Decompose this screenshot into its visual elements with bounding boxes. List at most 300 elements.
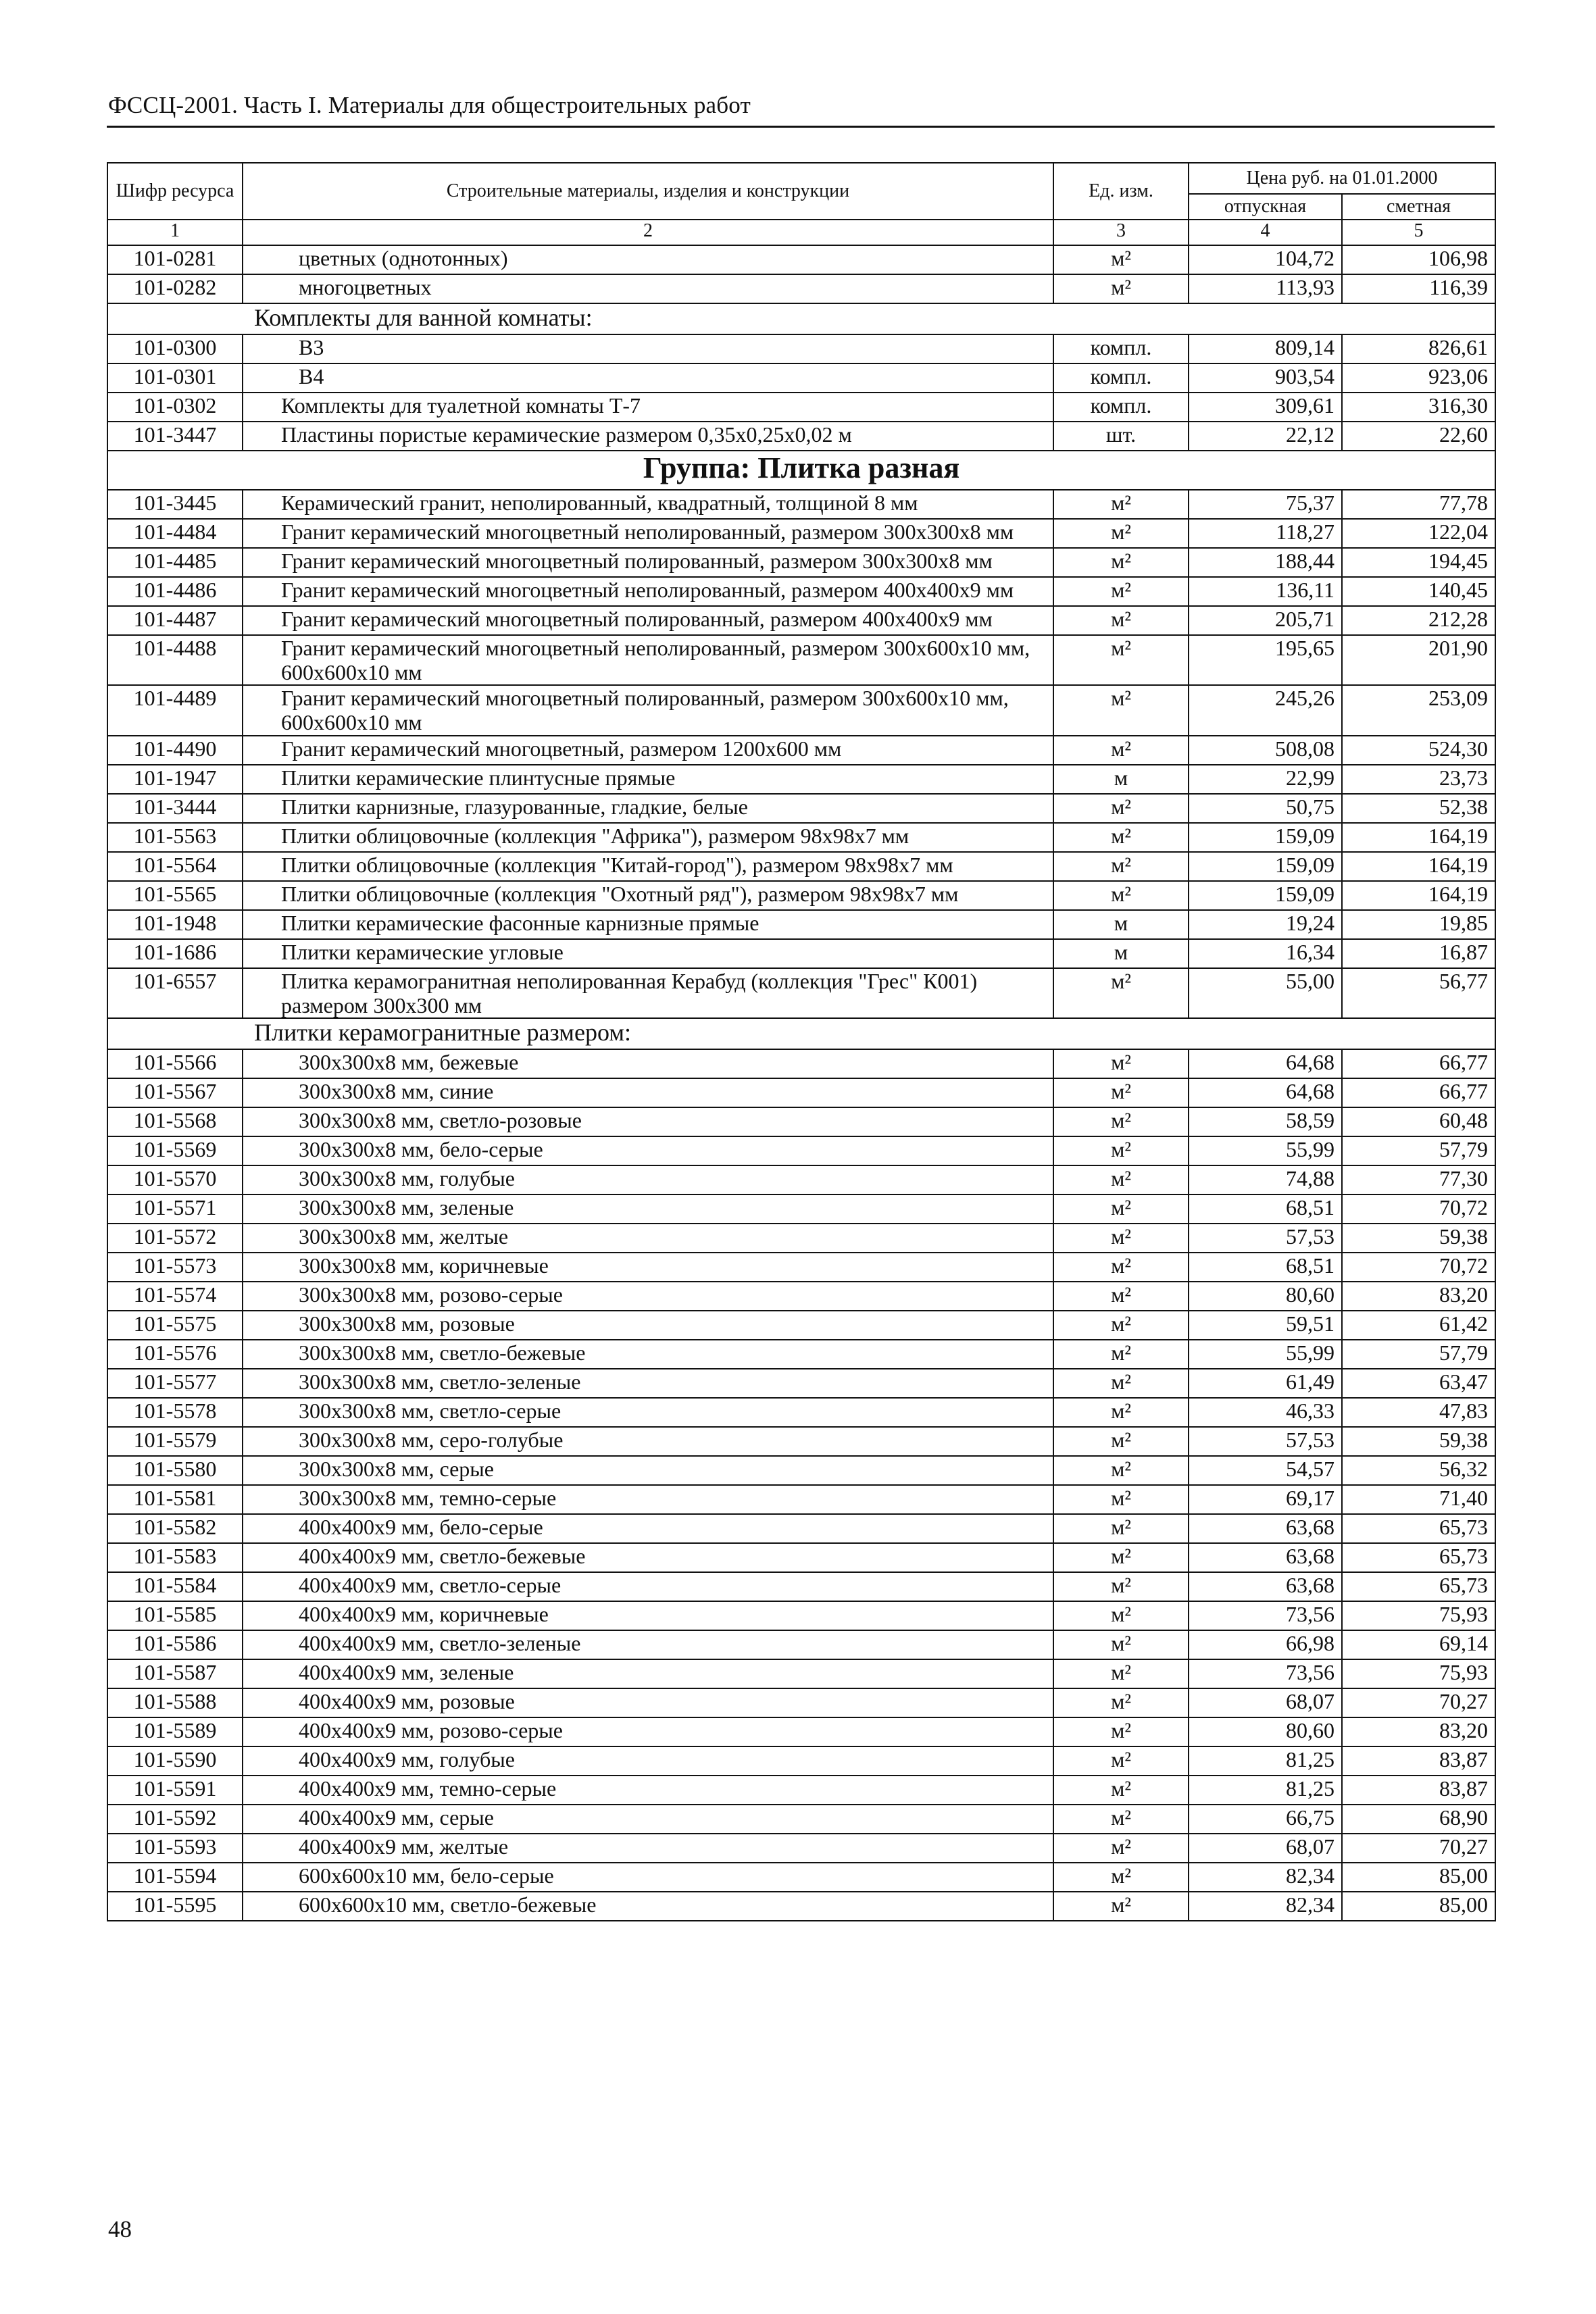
resource-code: 101-5589 xyxy=(107,1717,243,1746)
release-price: 57,53 xyxy=(1189,1427,1342,1456)
header-rule xyxy=(107,126,1495,128)
estimate-price: 63,47 xyxy=(1342,1369,1495,1398)
release-price: 508,08 xyxy=(1189,736,1342,765)
estimate-price: 60,48 xyxy=(1342,1107,1495,1136)
material-name: 400х400х9 мм, светло-серые xyxy=(243,1572,1053,1601)
estimate-price: 116,39 xyxy=(1342,274,1495,303)
table-row xyxy=(107,1078,1495,1107)
resource-code: 101-4490 xyxy=(107,736,243,765)
resource-code: 101-5583 xyxy=(107,1543,243,1572)
table-row xyxy=(107,1543,1495,1572)
unit-of-measure: компл. xyxy=(1053,363,1189,393)
resource-code: 101-4487 xyxy=(107,606,243,635)
release-price: 16,34 xyxy=(1189,939,1342,968)
material-name: Гранит керамический многоцветный полированный, размером 400х400х9 мм xyxy=(243,606,1053,635)
resource-code: 101-5573 xyxy=(107,1253,243,1282)
unit-of-measure: м² xyxy=(1053,685,1189,735)
col-header-estimate: сметная xyxy=(1342,194,1495,220)
estimate-price: 83,87 xyxy=(1342,1776,1495,1805)
release-price: 74,88 xyxy=(1189,1165,1342,1194)
release-price: 205,71 xyxy=(1189,606,1342,635)
release-price: 63,68 xyxy=(1189,1572,1342,1601)
release-price: 113,93 xyxy=(1189,274,1342,303)
table-row xyxy=(107,606,1495,635)
col-header-unit: Ед. изм. xyxy=(1053,163,1189,220)
table-row xyxy=(107,1514,1495,1543)
resource-code: 101-5592 xyxy=(107,1805,243,1834)
unit-of-measure: компл. xyxy=(1053,393,1189,422)
table-row xyxy=(107,1398,1495,1427)
release-price: 309,61 xyxy=(1189,393,1342,422)
unit-of-measure: м² xyxy=(1053,606,1189,635)
material-name: 400х400х9 мм, бело-серые xyxy=(243,1514,1053,1543)
table-row xyxy=(107,1688,1495,1717)
estimate-price: 212,28 xyxy=(1342,606,1495,635)
estimate-price: 65,73 xyxy=(1342,1514,1495,1543)
resource-code: 101-5571 xyxy=(107,1194,243,1224)
estimate-price: 69,14 xyxy=(1342,1630,1495,1659)
estimate-price: 66,77 xyxy=(1342,1049,1495,1078)
estimate-price: 22,60 xyxy=(1342,422,1495,451)
estimate-price: 923,06 xyxy=(1342,363,1495,393)
resource-code: 101-5586 xyxy=(107,1630,243,1659)
col-header-name: Строительные материалы, изделия и конструкции xyxy=(243,163,1053,220)
table-row xyxy=(107,1253,1495,1282)
unit-of-measure: м² xyxy=(1053,1688,1189,1717)
material-name: 600х600х10 мм, светло-бежевые xyxy=(243,1892,1053,1921)
table-row xyxy=(107,334,1495,363)
table-row xyxy=(107,968,1495,1018)
unit-of-measure: м² xyxy=(1053,1282,1189,1311)
release-price: 104,72 xyxy=(1189,245,1342,274)
resource-code: 101-5564 xyxy=(107,852,243,881)
resource-code: 101-1947 xyxy=(107,765,243,794)
material-name: 300х300х8 мм, светло-бежевые xyxy=(243,1340,1053,1369)
unit-of-measure: компл. xyxy=(1053,334,1189,363)
estimate-price: 65,73 xyxy=(1342,1572,1495,1601)
resource-code: 101-3444 xyxy=(107,794,243,823)
section-heading-row xyxy=(107,303,1495,334)
release-price: 68,51 xyxy=(1189,1194,1342,1224)
release-price: 159,09 xyxy=(1189,823,1342,852)
release-price: 69,17 xyxy=(1189,1485,1342,1514)
price-table-body xyxy=(107,220,1495,1921)
table-row xyxy=(107,823,1495,852)
release-price: 136,11 xyxy=(1189,577,1342,606)
resource-code: 101-6557 xyxy=(107,968,243,1018)
estimate-price: 16,87 xyxy=(1342,939,1495,968)
unit-of-measure: м² xyxy=(1053,1834,1189,1863)
release-price: 68,07 xyxy=(1189,1834,1342,1863)
table-row xyxy=(107,1311,1495,1340)
release-price: 66,98 xyxy=(1189,1630,1342,1659)
price-table xyxy=(107,162,1496,1921)
unit-of-measure: м² xyxy=(1053,1078,1189,1107)
table-row xyxy=(107,635,1495,685)
unit-of-measure: м² xyxy=(1053,1311,1189,1340)
unit-of-measure: м² xyxy=(1053,1369,1189,1398)
unit-of-measure: м² xyxy=(1053,490,1189,519)
estimate-price: 826,61 xyxy=(1342,334,1495,363)
estimate-price: 66,77 xyxy=(1342,1078,1495,1107)
material-name: 400х400х9 мм, темно-серые xyxy=(243,1776,1053,1805)
unit-of-measure: м² xyxy=(1053,1805,1189,1834)
resource-code: 101-4489 xyxy=(107,685,243,735)
unit-of-measure: м² xyxy=(1053,274,1189,303)
release-price: 118,27 xyxy=(1189,519,1342,548)
unit-of-measure: м² xyxy=(1053,794,1189,823)
resource-code: 101-5577 xyxy=(107,1369,243,1398)
resource-code: 101-5595 xyxy=(107,1892,243,1921)
release-price: 903,54 xyxy=(1189,363,1342,393)
release-price: 55,99 xyxy=(1189,1340,1342,1369)
release-price: 245,26 xyxy=(1189,685,1342,735)
table-row xyxy=(107,1746,1495,1776)
col-header-price: Цена руб. на 01.01.2000 xyxy=(1189,163,1495,194)
col-header-code: Шифр ресурса xyxy=(107,163,243,220)
release-price: 73,56 xyxy=(1189,1659,1342,1688)
material-name: В4 xyxy=(243,363,1053,393)
resource-code: 101-5575 xyxy=(107,1311,243,1340)
material-name: Плитки облицовочные (коллекция "Охотный ряд"), размером 98х98х7 мм xyxy=(243,881,1053,910)
table-row xyxy=(107,1107,1495,1136)
estimate-price: 122,04 xyxy=(1342,519,1495,548)
resource-code: 101-5579 xyxy=(107,1427,243,1456)
group-heading-row xyxy=(107,451,1495,490)
table-row xyxy=(107,1601,1495,1630)
release-price: 809,14 xyxy=(1189,334,1342,363)
unit-of-measure: м² xyxy=(1053,1659,1189,1688)
material-name: 300х300х8 мм, серо-голубые xyxy=(243,1427,1053,1456)
resource-code: 101-5563 xyxy=(107,823,243,852)
release-price: 55,00 xyxy=(1189,968,1342,1018)
resource-code: 101-3447 xyxy=(107,422,243,451)
estimate-price: 70,27 xyxy=(1342,1688,1495,1717)
material-name: 400х400х9 мм, коричневые xyxy=(243,1601,1053,1630)
estimate-price: 164,19 xyxy=(1342,823,1495,852)
unit-of-measure: м² xyxy=(1053,1892,1189,1921)
resource-code: 101-3445 xyxy=(107,490,243,519)
material-name: Плитки облицовочные (коллекция "Китай-город"), размером 98х98х7 мм xyxy=(243,852,1053,881)
unit-of-measure: м² xyxy=(1053,881,1189,910)
table-row xyxy=(107,1572,1495,1601)
table-row xyxy=(107,519,1495,548)
table-row xyxy=(107,1717,1495,1746)
material-name: 300х300х8 мм, бежевые xyxy=(243,1049,1053,1078)
section-heading: Комплекты для ванной комнаты: xyxy=(107,303,1495,334)
col-header-release: отпускная xyxy=(1189,194,1342,220)
resource-code: 101-5591 xyxy=(107,1776,243,1805)
estimate-price: 83,87 xyxy=(1342,1746,1495,1776)
table-row xyxy=(107,881,1495,910)
unit-of-measure: м² xyxy=(1053,823,1189,852)
section-heading-row xyxy=(107,1018,1495,1049)
material-name: Пластины пористые керамические размером 0,35х0,25х0,02 м xyxy=(243,422,1053,451)
unit-of-measure: м xyxy=(1053,765,1189,794)
release-price: 75,37 xyxy=(1189,490,1342,519)
unit-of-measure: м² xyxy=(1053,548,1189,577)
page-header: ФССЦ-2001. Часть I. Материалы для общестроительных работ xyxy=(108,92,751,118)
estimate-price: 59,38 xyxy=(1342,1427,1495,1456)
release-price: 58,59 xyxy=(1189,1107,1342,1136)
resource-code: 101-4486 xyxy=(107,577,243,606)
release-price: 80,60 xyxy=(1189,1717,1342,1746)
release-price: 19,24 xyxy=(1189,910,1342,939)
material-name: 300х300х8 мм, темно-серые xyxy=(243,1485,1053,1514)
material-name: 400х400х9 мм, розово-серые xyxy=(243,1717,1053,1746)
unit-of-measure: м² xyxy=(1053,1863,1189,1892)
material-name: 300х300х8 мм, розово-серые xyxy=(243,1282,1053,1311)
estimate-price: 194,45 xyxy=(1342,548,1495,577)
estimate-price: 75,93 xyxy=(1342,1659,1495,1688)
material-name: В3 xyxy=(243,334,1053,363)
unit-of-measure: м² xyxy=(1053,1427,1189,1456)
material-name: 300х300х8 мм, коричневые xyxy=(243,1253,1053,1282)
table-row xyxy=(107,1863,1495,1892)
resource-code: 101-1948 xyxy=(107,910,243,939)
table-row xyxy=(107,685,1495,735)
release-price: 80,60 xyxy=(1189,1282,1342,1311)
material-name: Плитки карнизные, глазурованные, гладкие, белые xyxy=(243,794,1053,823)
estimate-price: 59,38 xyxy=(1342,1224,1495,1253)
resource-code: 101-5568 xyxy=(107,1107,243,1136)
material-name: Гранит керамический многоцветный неполированный, размером 400х400х9 мм xyxy=(243,577,1053,606)
table-row xyxy=(107,577,1495,606)
column-number: 1 xyxy=(107,220,243,245)
unit-of-measure: м xyxy=(1053,939,1189,968)
estimate-price: 70,72 xyxy=(1342,1253,1495,1282)
estimate-price: 56,32 xyxy=(1342,1456,1495,1485)
table-row xyxy=(107,363,1495,393)
material-name: 300х300х8 мм, голубые xyxy=(243,1165,1053,1194)
material-name: Плитки облицовочные (коллекция "Африка"), размером 98х98х7 мм xyxy=(243,823,1053,852)
unit-of-measure: м² xyxy=(1053,968,1189,1018)
table-row xyxy=(107,548,1495,577)
table-row xyxy=(107,1456,1495,1485)
estimate-price: 75,93 xyxy=(1342,1601,1495,1630)
table-row xyxy=(107,1340,1495,1369)
material-name: Плитки керамические фасонные карнизные прямые xyxy=(243,910,1053,939)
release-price: 61,49 xyxy=(1189,1369,1342,1398)
column-number: 5 xyxy=(1342,220,1495,245)
unit-of-measure: м² xyxy=(1053,1776,1189,1805)
resource-code: 101-5569 xyxy=(107,1136,243,1165)
resource-code: 101-1686 xyxy=(107,939,243,968)
estimate-price: 77,78 xyxy=(1342,490,1495,519)
resource-code: 101-5578 xyxy=(107,1398,243,1427)
material-name: Гранит керамический многоцветный полированный, размером 300х600х10 мм, 600х600х10 мм xyxy=(243,685,1053,735)
resource-code: 101-0281 xyxy=(107,245,243,274)
estimate-price: 253,09 xyxy=(1342,685,1495,735)
estimate-price: 524,30 xyxy=(1342,736,1495,765)
release-price: 22,12 xyxy=(1189,422,1342,451)
unit-of-measure: м² xyxy=(1053,1601,1189,1630)
material-name: 300х300х8 мм, светло-розовые xyxy=(243,1107,1053,1136)
unit-of-measure: м² xyxy=(1053,1746,1189,1776)
release-price: 82,34 xyxy=(1189,1863,1342,1892)
release-price: 64,68 xyxy=(1189,1049,1342,1078)
material-name: многоцветных xyxy=(243,274,1053,303)
resource-code: 101-5582 xyxy=(107,1514,243,1543)
table-row xyxy=(107,1834,1495,1863)
material-name: 300х300х8 мм, светло-зеленые xyxy=(243,1369,1053,1398)
unit-of-measure: м² xyxy=(1053,1572,1189,1601)
estimate-price: 164,19 xyxy=(1342,852,1495,881)
column-number: 3 xyxy=(1053,220,1189,245)
estimate-price: 19,85 xyxy=(1342,910,1495,939)
unit-of-measure: м² xyxy=(1053,1224,1189,1253)
material-name: 600х600х10 мм, бело-серые xyxy=(243,1863,1053,1892)
release-price: 68,07 xyxy=(1189,1688,1342,1717)
table-row xyxy=(107,1282,1495,1311)
material-name: 300х300х8 мм, синие xyxy=(243,1078,1053,1107)
table-row xyxy=(107,1369,1495,1398)
material-name: 300х300х8 мм, розовые xyxy=(243,1311,1053,1340)
unit-of-measure: м² xyxy=(1053,245,1189,274)
release-price: 81,25 xyxy=(1189,1746,1342,1776)
table-row xyxy=(107,274,1495,303)
table-row xyxy=(107,1892,1495,1921)
unit-of-measure: м² xyxy=(1053,736,1189,765)
resource-code: 101-5580 xyxy=(107,1456,243,1485)
section-heading: Плитки керамогранитные размером: xyxy=(107,1018,1495,1049)
unit-of-measure: м² xyxy=(1053,1398,1189,1427)
estimate-price: 57,79 xyxy=(1342,1136,1495,1165)
table-row xyxy=(107,1136,1495,1165)
material-name: цветных (однотонных) xyxy=(243,245,1053,274)
material-name: 400х400х9 мм, желтые xyxy=(243,1834,1053,1863)
material-name: 300х300х8 мм, бело-серые xyxy=(243,1136,1053,1165)
resource-code: 101-5566 xyxy=(107,1049,243,1078)
material-name: Гранит керамический многоцветный полированный, размером 300х300х8 мм xyxy=(243,548,1053,577)
table-row xyxy=(107,1659,1495,1688)
release-price: 188,44 xyxy=(1189,548,1342,577)
page-number: 48 xyxy=(108,2216,132,2242)
release-price: 22,99 xyxy=(1189,765,1342,794)
table-row xyxy=(107,1427,1495,1456)
estimate-price: 68,90 xyxy=(1342,1805,1495,1834)
table-row xyxy=(107,910,1495,939)
table-row xyxy=(107,794,1495,823)
table-row xyxy=(107,1194,1495,1224)
release-price: 63,68 xyxy=(1189,1514,1342,1543)
table-row xyxy=(107,939,1495,968)
unit-of-measure: м² xyxy=(1053,1107,1189,1136)
unit-of-measure: м² xyxy=(1053,1543,1189,1572)
material-name: 300х300х8 мм, серые xyxy=(243,1456,1053,1485)
material-name: 400х400х9 мм, светло-бежевые xyxy=(243,1543,1053,1572)
unit-of-measure: м² xyxy=(1053,577,1189,606)
resource-code: 101-5588 xyxy=(107,1688,243,1717)
material-name: 400х400х9 мм, светло-зеленые xyxy=(243,1630,1053,1659)
material-name: Керамический гранит, неполированный, квадратный, толщиной 8 мм xyxy=(243,490,1053,519)
resource-code: 101-5590 xyxy=(107,1746,243,1776)
estimate-price: 83,20 xyxy=(1342,1282,1495,1311)
resource-code: 101-5587 xyxy=(107,1659,243,1688)
release-price: 66,75 xyxy=(1189,1805,1342,1834)
resource-code: 101-0300 xyxy=(107,334,243,363)
estimate-price: 47,83 xyxy=(1342,1398,1495,1427)
table-row xyxy=(107,1165,1495,1194)
unit-of-measure: м² xyxy=(1053,1717,1189,1746)
estimate-price: 83,20 xyxy=(1342,1717,1495,1746)
resource-code: 101-5581 xyxy=(107,1485,243,1514)
material-name: 400х400х9 мм, голубые xyxy=(243,1746,1053,1776)
estimate-price: 65,73 xyxy=(1342,1543,1495,1572)
estimate-price: 164,19 xyxy=(1342,881,1495,910)
estimate-price: 71,40 xyxy=(1342,1485,1495,1514)
unit-of-measure: м² xyxy=(1053,1136,1189,1165)
material-name: 400х400х9 мм, розовые xyxy=(243,1688,1053,1717)
release-price: 159,09 xyxy=(1189,881,1342,910)
table-row xyxy=(107,1224,1495,1253)
material-name: 300х300х8 мм, светло-серые xyxy=(243,1398,1053,1427)
release-price: 68,51 xyxy=(1189,1253,1342,1282)
resource-code: 101-5584 xyxy=(107,1572,243,1601)
table-row xyxy=(107,1049,1495,1078)
unit-of-measure: м xyxy=(1053,910,1189,939)
release-price: 64,68 xyxy=(1189,1078,1342,1107)
table-row xyxy=(107,765,1495,794)
table-row xyxy=(107,422,1495,451)
resource-code: 101-5572 xyxy=(107,1224,243,1253)
estimate-price: 140,45 xyxy=(1342,577,1495,606)
resource-code: 101-5576 xyxy=(107,1340,243,1369)
material-name: Плитка керамогранитная неполированная Керабуд (коллекция "Грес" К001) размером 300х300 мм xyxy=(243,968,1053,1018)
unit-of-measure: м² xyxy=(1053,1485,1189,1514)
column-number-row xyxy=(107,220,1495,245)
release-price: 59,51 xyxy=(1189,1311,1342,1340)
table-row xyxy=(107,1485,1495,1514)
resource-code: 101-5570 xyxy=(107,1165,243,1194)
material-name: 300х300х8 мм, желтые xyxy=(243,1224,1053,1253)
resource-code: 101-0302 xyxy=(107,393,243,422)
table-row xyxy=(107,490,1495,519)
column-number: 2 xyxy=(243,220,1053,245)
estimate-price: 85,00 xyxy=(1342,1892,1495,1921)
estimate-price: 70,27 xyxy=(1342,1834,1495,1863)
material-name: Плитки керамические угловые xyxy=(243,939,1053,968)
estimate-price: 106,98 xyxy=(1342,245,1495,274)
estimate-price: 52,38 xyxy=(1342,794,1495,823)
estimate-price: 56,77 xyxy=(1342,968,1495,1018)
table-row xyxy=(107,736,1495,765)
unit-of-measure: м² xyxy=(1053,519,1189,548)
material-name: 300х300х8 мм, зеленые xyxy=(243,1194,1053,1224)
material-name: Комплекты для туалетной комнаты Т-7 xyxy=(243,393,1053,422)
release-price: 57,53 xyxy=(1189,1224,1342,1253)
material-name: Плитки керамические плинтусные прямые xyxy=(243,765,1053,794)
table-row xyxy=(107,1776,1495,1805)
material-name: Гранит керамический многоцветный неполированный, размером 300х600х10 мм, 600х600х10 мм xyxy=(243,635,1053,685)
estimate-price: 316,30 xyxy=(1342,393,1495,422)
resource-code: 101-5585 xyxy=(107,1601,243,1630)
release-price: 82,34 xyxy=(1189,1892,1342,1921)
unit-of-measure: м² xyxy=(1053,1194,1189,1224)
unit-of-measure: м² xyxy=(1053,635,1189,685)
table-row xyxy=(107,1805,1495,1834)
resource-code: 101-0282 xyxy=(107,274,243,303)
resource-code: 101-5574 xyxy=(107,1282,243,1311)
estimate-price: 70,72 xyxy=(1342,1194,1495,1224)
table-row xyxy=(107,393,1495,422)
resource-code: 101-5565 xyxy=(107,881,243,910)
release-price: 159,09 xyxy=(1189,852,1342,881)
estimate-price: 61,42 xyxy=(1342,1311,1495,1340)
table-row xyxy=(107,1630,1495,1659)
table-row xyxy=(107,852,1495,881)
material-name: Гранит керамический многоцветный неполированный, размером 300х300х8 мм xyxy=(243,519,1053,548)
